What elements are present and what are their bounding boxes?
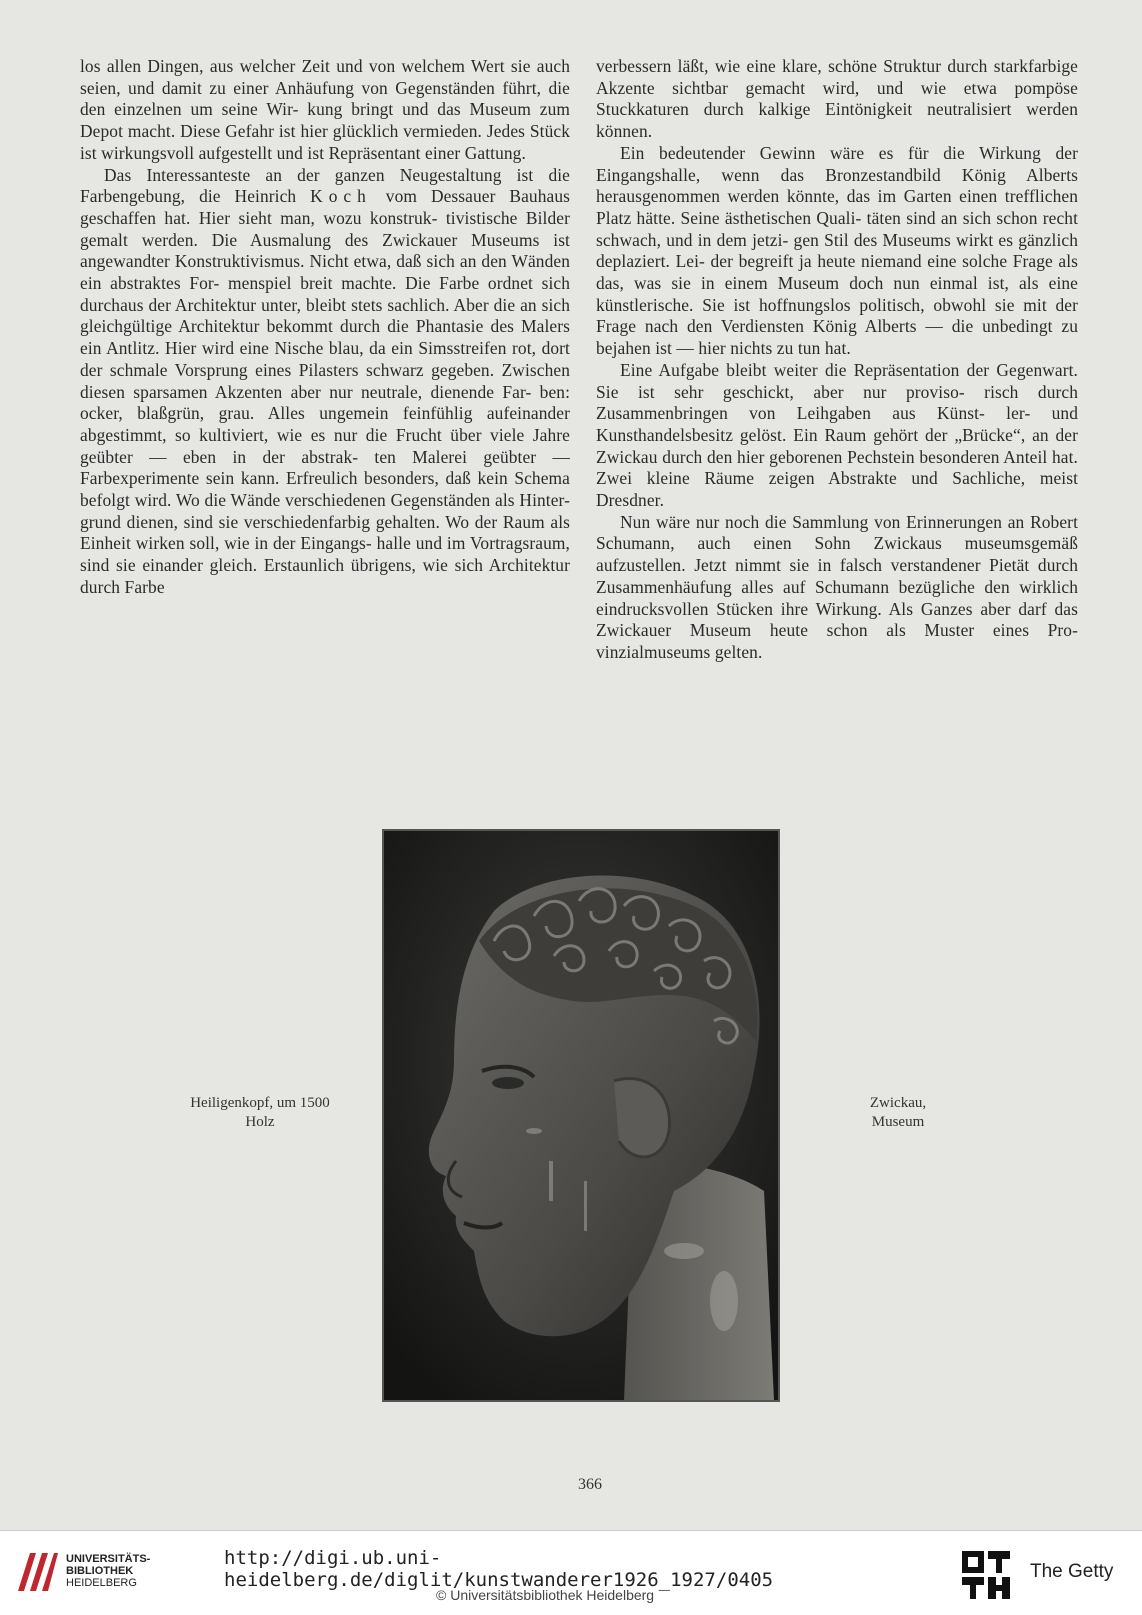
library-line: HEIDELBERG [66, 1577, 137, 1589]
artist-name-spaced: Koch [310, 186, 372, 207]
paragraph: Eine Aufgabe bleibt weiter die Repräsentation der Gegenwart. Sie ist sehr geschickt, aber nur proviso- risch durch Zusammenbringen von Leihgaben aus Künst- ler- und Kunsthandelsbesitz gelöst. Ein Raum gehört der „Brücke“, an der Zwickau durch den hier geborenen Pechstein besonderen Anteil hat. Zwei kleine Räume zeigen Abstrakte und Sachliche, meist Dresdner. [596, 359, 1078, 511]
sculpture-photo [382, 829, 780, 1402]
carved-head-illustration [384, 831, 778, 1400]
paragraph-text: vom Dessauer Bauhaus geschaffen hat. Hier sieht man, wozu konstruk- tivistische Bilder gemalt werden. Die Ausmalung des Zwickauer Museums ist angewandter Konstruktivismus. Nicht etwa, daß sich an den Wänden ein abstraktes For- menspiel breit machte. Die Farbe ordnet sich durchaus der Architektur unter, bleibt stets sachlich. Aber die an sich gleichgültige Architektur bekommt durch die Phantasie des Malers ein Antlitz. Hier wird eine Nische blau, da ein Simsstreifen rot, dort der schmale Vorsprung eines Pilasters schwarz gegeben. Zwischen diesen sparsamen Akzenten aber nur neutrale, dienende Far- ben: ocker, blaßgrün, grau. Alles ungemein feinfühlig aufeinander abgestimmt, so kultiviert, wie es nur die Frucht über viele Jahre geübter — eben in der abstrak- ten Malerei geübter — Farbexperimente sein kann. Erfreulich besonders, daß kein Schema befolgt wird. Wo die Wände verschiedenen Gegenständen als Hinter- grund dienen, sind sie verschiedenfarbig gehalten. Wo der Raum als Einheit wirken soll, wie in der Eingangs- halle und im Vortragsraum, sind sie einander gleich. Erstaunlich übrigens, wie sich Architektur durch Farbe [80, 186, 571, 597]
text-column-left [80, 56, 570, 599]
library-name [66, 1553, 150, 1589]
university-library-logo-icon [14, 1545, 60, 1595]
caption-location: Zwickau, [869, 1095, 927, 1111]
figure-caption-left [160, 1094, 360, 1132]
paragraph: Ein bedeutender Gewinn wäre es für die Wirkung der Eingangshalle, wenn das Bronzestandbild König Alberts herausgenommen werden könnte, das im Garten einen trefflichen Platz hätte. Seine ästhetischen Quali- täten sind an sich schon recht schwach, und in dem jetzi- gen Stil des Museums wirkt es gänzlich deplaziert. Lei- der begreift ja heute niemand eine solche Frage als das, was sie in einem Museum doch nun einmal ist, als eine künstlerische. Sie ist hoffnungslos politisch, obwohl sie mit der Frage nach den Verdiensten König Alberts — die unbedingt zu bejahen ist — hier nichts zu tun hat. [596, 142, 1078, 359]
permalink-url[interactable]: http://digi.ub.uni-heidelberg.de/diglit/kunstwanderer1926_1927/0405 [224, 1547, 774, 1591]
caption-title: Heiligenkopf, um 1500 [190, 1095, 330, 1111]
paragraph: verbessern läßt, wie eine klare, schöne Struktur durch starkfarbige Akzente sichtbar gemacht wird, und wie etwa pompöse Stuckkaturen durch kalkige Eintönigkeit neutralisiert werden können. [596, 56, 1078, 142]
digitization-footer [0, 1530, 1142, 1615]
paragraph: Nun wäre nur noch die Sammlung von Erinnerungen an Robert Schumann, auch einen Sohn Zwickaus museumsgemäß aufzustellen. Jetzt nimmt sie in falsch verstandener Pietät durch Zusammenhäufung alles auf Schumann bezügliche den wirklich eindrucksvollen Stücken ihre Wirkung. Als Ganzes aber darf das Zwickauer Museum heute schon als Muster eines Pro- vinzialmuseums gelten. [596, 511, 1078, 662]
paragraph-text: Das Interessanteste an der ganzen Neugestaltung ist die Farbengebung, die Heinrich [80, 164, 570, 207]
getty-name: The Getty [1030, 1561, 1114, 1582]
page-number: 366 [578, 1476, 602, 1493]
paragraph: los allen Dingen, aus welcher Zeit und von welchem Wert sie auch seien, und damit zu einer Anhäufung von Gegenständen führt, die den einzelnen um seine Wir- kung bringt und das Museum zum Depot macht. Diese Gefahr ist hier glücklich vermieden. Jedes Stück ist wirkungsvoll aufgestellt und ist Repräsentant einer Gattung. [80, 56, 570, 163]
caption-institution: Museum [871, 1114, 925, 1130]
caption-material: Holz [245, 1114, 275, 1130]
library-line: UNIVERSITÄTS- [66, 1553, 151, 1565]
copyright-notice: © Universitätsbibliothek Heidelberg [436, 1587, 655, 1603]
figure-caption-right [818, 1094, 978, 1132]
paragraph [80, 165, 570, 599]
getty-logo-icon [960, 1549, 1012, 1601]
library-line: BIBLIOTHEK [66, 1565, 134, 1577]
text-column-right [596, 56, 1078, 664]
